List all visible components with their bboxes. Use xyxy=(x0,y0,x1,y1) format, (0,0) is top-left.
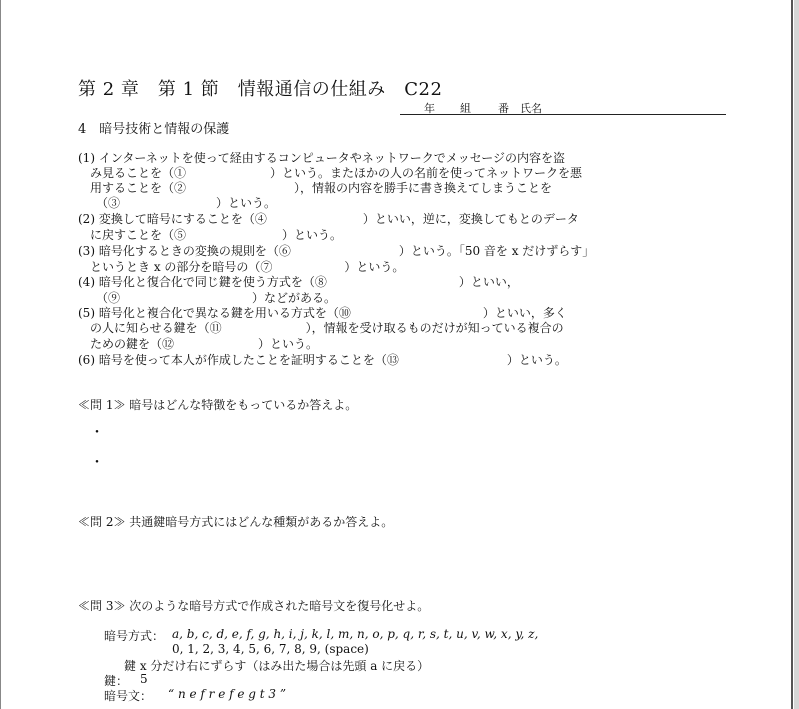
name-label: 氏名 xyxy=(520,102,542,115)
question-line: （③ ）という。 xyxy=(78,196,277,210)
question-3: ≪問 3≫ 次のような暗号方式で作成された暗号文を復号化せよ。 xyxy=(78,599,430,613)
question-line: というとき x の部分を暗号の（⑦ ）という。 xyxy=(78,260,405,274)
section-heading: 4 暗号技術と情報の保護 xyxy=(78,122,230,137)
question-line: に戻すことを（⑤ ）という。 xyxy=(78,228,343,242)
question-line: (1) インターネットを使って経由するコンピュータやネットワークでメッセージの内容を盗 xyxy=(78,151,566,165)
cipher-rule: 鍵 x 分だけ右にずらす（はみ出た場合は先頭 a に戻る） xyxy=(124,659,430,673)
cipher-digits: 0, 1, 2, 3, 4, 5, 6, 7, 8, 9, (space) xyxy=(172,642,369,656)
cipher-key-value: 5 xyxy=(140,672,148,686)
question-2: ≪問 2≫ 共通鍵暗号方式にはどんな種類があるか答えよ。 xyxy=(78,515,394,529)
question-line: (6) 暗号を使って本人が作成したことを証明することを（⑬ ）という。 xyxy=(78,353,567,367)
question-line: (2) 変換して暗号にすることを（④ ）といい，逆に，変換してもとのデータ xyxy=(78,212,579,226)
question-line: (4) 暗号化と復合化で同じ鍵を使う方式を（⑧ ）といい， xyxy=(78,275,519,289)
year-label: 年 xyxy=(424,102,435,115)
question-line: 用することを（② ），情報の内容を勝手に書き換えてしまうことを xyxy=(78,181,553,195)
number-label: 番 xyxy=(498,102,509,115)
class-label: 組 xyxy=(460,102,471,115)
question-line: ための鍵を（⑫ ）という。 xyxy=(78,337,319,351)
cipher-key-label: 鍵： xyxy=(104,674,129,688)
cipher-alphabet: a, b, c, d, e, f, g, h, i, j, k, l, m, n, o, p, q, r, s, t, u, v, w, x, y, z, xyxy=(172,627,539,641)
question-1: ≪問 1≫ 暗号はどんな特徴をもっているか答えよ。 xyxy=(78,398,358,412)
question-line: （⑨ ）などがある。 xyxy=(78,291,337,305)
cipher-method-label: 暗号方式： xyxy=(104,629,165,643)
question-line: (5) 暗号化と複合化で異なる鍵を用いる方式を（⑩ ）といい，多く xyxy=(78,306,567,320)
question-line: の人に知らせる鍵を（⑪ ），情報を受け取るものだけが知っている複合の xyxy=(78,321,564,335)
question-line: (3) 暗号化するときの変換の規則を（⑥ ）という。「50 音を x だけずらす」 xyxy=(78,244,595,258)
answer-bullet: ・ xyxy=(90,455,104,471)
ciphertext-value: “ n e f r e f e g t 3 ” xyxy=(168,687,287,701)
page-shadow xyxy=(794,0,799,709)
student-name-field xyxy=(400,100,726,115)
page-title: 第 2 章 第 1 節 情報通信の仕組み C22 xyxy=(78,79,443,100)
question-line: み見ることを（① ）という。またほかの人の名前を使ってネットワークを悪 xyxy=(78,166,583,180)
answer-bullet: ・ xyxy=(90,425,104,441)
ciphertext-label: 暗号文： xyxy=(104,689,153,703)
